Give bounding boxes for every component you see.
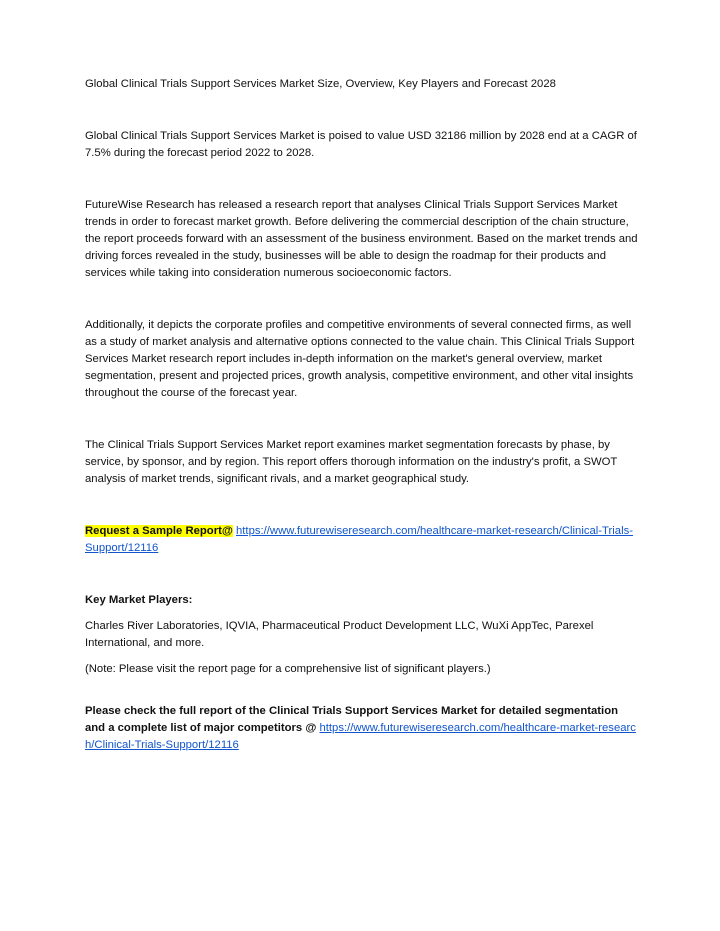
full-report-link[interactable]: https://www.futurewiseresearch.com/healthcare-market-research/Clinical-Trials-Support/12116 <box>85 722 636 751</box>
document-title: Global Clinical Trials Support Services Market Size, Overview, Key Players and Forecast 2028 <box>85 78 556 90</box>
futurewise-paragraph: FutureWise Research has released a research report that analyses Clinical Trials Support Services Market trends in order to forecast market growth. Before delivering the commercial description of the chain structure, the report proceeds forward with an assessment of the business environment. Based on the market trends and driving forces revealed in the study, businesses will be able to design the roadmap for their products and services while taking into consideration numerous socioeconomic factors. <box>85 199 638 279</box>
players-note: (Note: Please visit the report page for a comprehensive list of significant players.) <box>85 663 491 675</box>
full-report-paragraph <box>85 703 640 754</box>
segmentation-paragraph: The Clinical Trials Support Services Market report examines market segmentation forecasts by phase, by service, by sponsor, and by region. This report offers thorough information on the industry's profit, a SWOT analysis of market trends, significant rivals, and a market geographical study. <box>85 439 618 485</box>
additionally-paragraph: Additionally, it depicts the corporate profiles and competitive environments of several connected firms, as well as a study of market analysis and alternative options connected to the value chain. This Clinical Trials Support Services Market research report includes in-depth information on the market's general overview, market segmentation, present and projected prices, growth analysis, competitive environment, and other vital insights throughout the course of the forecast year. <box>85 319 635 399</box>
key-players-list: Charles River Laboratories, IQVIA, Pharmaceutical Product Development LLC, WuXi AppTec, Parexel International, and more. <box>85 620 594 649</box>
sample-request-paragraph <box>85 523 640 557</box>
document-page <box>85 76 640 754</box>
intro-paragraph: Global Clinical Trials Support Services Market is poised to value USD 32186 million by 2028 end at a CAGR of 7.5% during the forecast period 2022 to 2028. <box>85 130 637 159</box>
sample-report-link[interactable]: https://www.futurewiseresearch.com/healthcare-market-research/Clinical-Trials-Support/12116 <box>85 525 633 554</box>
key-players-heading: Key Market Players: <box>85 594 193 606</box>
full-report-text: Please check the full report of the Clinical Trials Support Services Market for detailed segmentation and a complete list of major competitors @ <box>85 705 618 734</box>
sample-request-label: Request a Sample Report@ <box>85 525 233 537</box>
